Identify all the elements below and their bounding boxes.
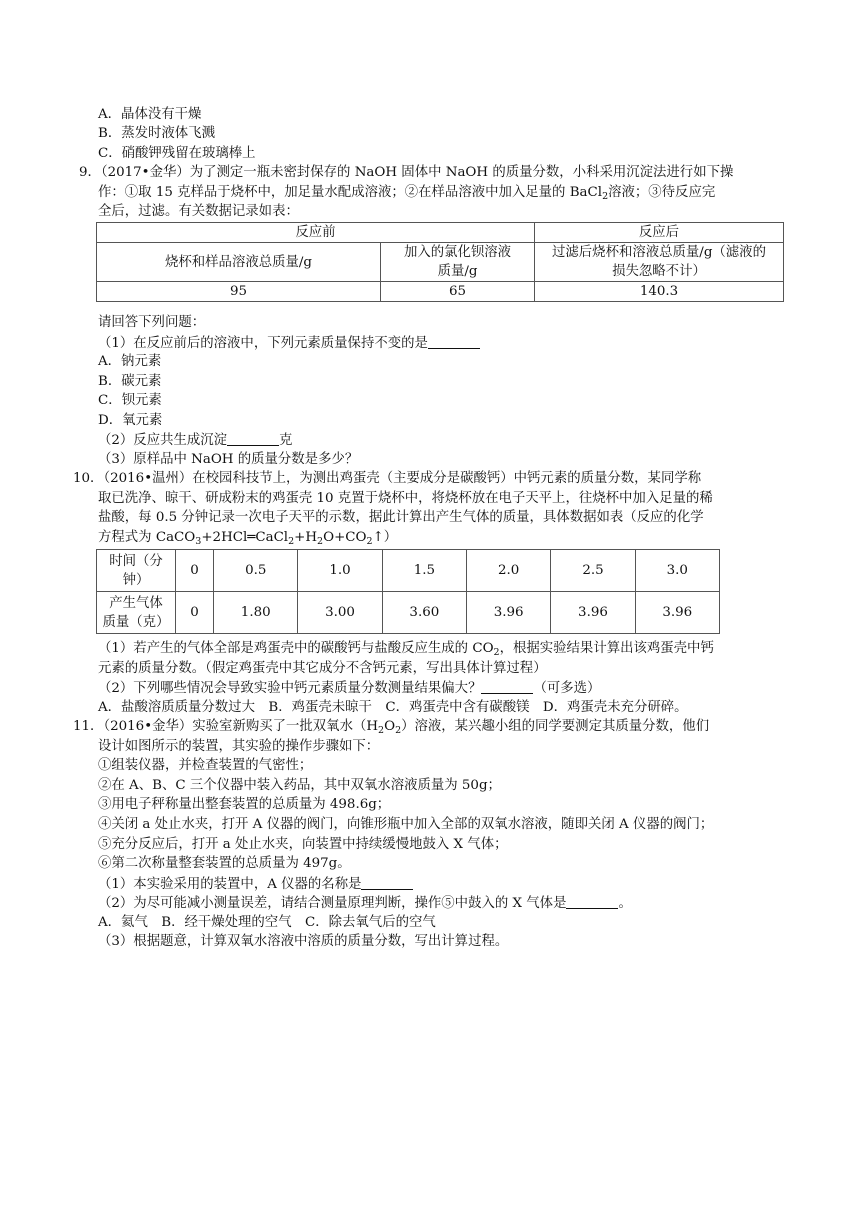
table-cell: 95 [97,282,381,302]
q10-text-line3: 盐酸，每 0.5 分钟记录一次电子天平的示数，据此计算出产生气体的质量，具体数据如表（反应的化学 [98,510,704,525]
table-col-after-filter: 过滤后烧杯和溶液总质量/g（滤液的 损失忽略不计） [535,243,784,282]
table-cell: 1.5 [382,550,466,592]
answer-blank [361,875,413,890]
q11-sub2: （2）为尽可能减小测量误差，请结合测量原理判断，操作⑤中鼓入的 X 气体是 。 [98,896,632,911]
q11-text-line2: 设计如图所示的装置，其实验的操作步骤如下： [98,739,380,754]
q8-option-a: A．晶体没有干燥 [98,107,202,122]
q9-option-a: A．钠元素 [98,354,162,369]
q11-step-1: ①组装仪器，并检查装置的气密性； [98,758,313,773]
answer-blank [566,894,618,909]
q10-sub1-line1: （1）若产生的气体全部是鸡蛋壳中的碳酸钙与盐酸反应生成的 $CO_2$，根据实验结果计算出该鸡蛋壳中钙 [98,641,714,658]
table-cell: 0 [176,592,214,634]
table-cell: 3.0 [635,550,719,592]
table-cell: 1.80 [214,592,298,634]
table-cell: 2.0 [467,550,551,592]
q9-data-table [96,222,784,302]
answer-blank [227,431,279,446]
q9-sub1: （1）在反应前后的溶液中，下列元素质量保持不变的是 [98,334,480,353]
table-col-bacl2-mass: 加入的氯化钡溶液 质量/g [381,243,535,282]
answer-blank [428,334,480,349]
table-cell: 2.5 [551,550,635,592]
table-cell: 3.96 [551,592,635,634]
table-cell: 65 [381,282,535,302]
q11-sub3: （3）根据题意，计算双氧水溶液中溶质的质量分数，写出计算过程。 [98,934,509,949]
table-cell: 1.0 [298,550,382,592]
q10-equation-line: 方程式为 $CaCO_3+2HCl═CaCl_2+H_2O+CO_2↑$） [98,530,398,547]
q9-option-c: C．钡元素 [98,393,162,408]
table-cell: 140.3 [535,282,784,302]
table-header-after: 反应后 [535,223,784,243]
q10-text-line2: 取已洗净、晾干、研成粉末的鸡蛋壳 10 克置于烧杯中，将烧杯放在电子天平上，往烧杯中加入足量的稀 [98,491,713,506]
q8-option-c: C．硝酸钾残留在玻璃棒上 [98,146,256,161]
answer-blank [481,679,533,694]
q9-sub2: （2）反应共生成沉淀 克 [98,433,293,448]
q10-sub1-line2: 元素的质量分数。（假定鸡蛋壳中其它成分不含钙元素，写出具体计算过程） [98,661,547,676]
q11-text-line1: 11．（2016•金华）实验室新购买了一批双氧水$(H_2O_2)$溶液，某兴趣小组的同学要测定其质量分数，他们 [73,719,710,736]
q11-step-6: ⑥第二次称量整套装置的总质量为 497g。 [98,856,351,871]
table-cell: 3.00 [298,592,382,634]
table-col-beaker-sample: 烧杯和样品溶液总质量/g [97,243,381,282]
q9-text-line2: 作：①取 15 克样品于烧杯中，加足量水配成溶液；②在样品溶液中加入足量的 BaCl$_2$溶液；③待反应完 [98,185,716,202]
q9-sub3: （3）原样品中 NaOH 的质量分数是多少？ [98,452,359,467]
q11-step-2: ②在 A、B、C 三个仪器中装入药品，其中双氧水溶液质量为 50g； [98,778,501,793]
table-cell: 3.60 [382,592,466,634]
q11-step-3: ③用电子秤称量出整套装置的总质量为 498.6g； [98,797,391,812]
q11-step-5: ⑤充分反应后，打开 a 处止水夹，向装置中持续缓慢地鼓入 X 气体； [98,837,508,852]
q8-option-b: B．蒸发时液体飞溅 [98,126,215,141]
table-header-before: 反应前 [97,223,535,243]
table-cell: 0.5 [214,550,298,592]
table-cell: 0 [176,550,214,592]
table-row-header-time: 时间（分 钟） [97,550,176,592]
q9-text-line3: 全后，过滤。有关数据记录如表： [98,204,299,219]
q9-text-line1: 9．（2017•金华）为了测定一瓶未密封保存的 NaOH 固体中 NaOH 的质量分数，小科采用沉淀法进行如下操 [79,165,734,180]
q11-options: A．氦气 B．经干燥处理的空气 C．除去氧气后的空气 [98,915,436,930]
q9-prompt: 请回答下列问题： [98,315,206,330]
table-cell: 3.96 [467,592,551,634]
q10-options: A．盐酸溶质质量分数过大 B．鸡蛋壳未晾干 C．鸡蛋壳中含有碳酸镁 D．鸡蛋壳未充分研碎。 [98,700,688,715]
q10-text-line1: 10．（2016•温州）在校园科技节上，为测出鸡蛋壳（主要成分是碳酸钙）中钙元素的质量分数，某同学称 [73,471,702,486]
q11-step-4: ④关闭 a 处止水夹，打开 A 仪器的阀门，向锥形瓶中加入全部的双氧水溶液，随即关闭 A 仪器的阀门； [98,817,714,832]
q9-option-b: B．碳元素 [98,374,162,389]
q10-sub2: （2）下列哪些情况会导致实验中钙元素质量分数测量结果偏大？ （可多选） [98,681,601,696]
table-cell: 3.96 [635,592,719,634]
q9-option-d: D．氧元素 [98,413,163,428]
q11-sub1: （1）本实验采用的装置中，A 仪器的名称是 [98,875,413,894]
table-row-header-gas: 产生气体 质量（克） [97,592,176,634]
q10-data-table [96,549,720,634]
